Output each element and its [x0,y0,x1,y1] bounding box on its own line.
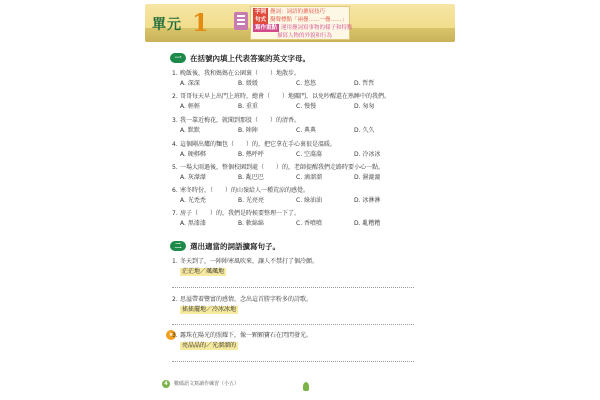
option: A. 深深 [180,80,200,87]
option: B. 亂巴巴 [238,174,264,181]
unit-label: 單元 [152,17,182,33]
option: D. 久久 [354,127,375,134]
question-number: 1. [172,70,178,77]
option: B. 熱呼呼 [238,151,264,158]
question-text: 一場大雨過後，整個校園到處（ ）的，老師提醒我們走路時要小心一點。 [180,164,385,171]
info-value: 描寫人物的外貌和行為 [277,33,333,39]
sentence-item [172,296,312,304]
option: B. 重重 [238,103,258,110]
option: C. 綠油油 [296,197,323,204]
info-key: 句式 [255,17,267,23]
question-number: 6. [172,187,178,194]
option: C. 典典 [296,127,317,134]
option: A. 光禿禿 [180,197,206,204]
option: D. 冰淋淋 [354,197,381,204]
sentence-text: 露珠在陽光的照耀下，像一顆顆寶石在閃閃發光。 [180,332,313,339]
question [172,141,336,149]
page-number: 4 [162,380,170,388]
question-number: 5. [172,164,178,171]
question-number: 7. [172,210,178,217]
unit-info-box [250,6,353,40]
sentence-item [172,332,312,340]
option: D. 哲哲 [354,80,375,87]
section-1-heading [170,52,310,64]
options-row [180,151,412,159]
option: B. 陣陣 [238,127,258,134]
question-number: 2. [172,93,178,100]
sentence-text: 思溢帶着豐富的感情，念出這首勝字粉多的詩歌。 [180,296,313,303]
challenge-star-icon: ★ [166,330,176,340]
leaf-icon [303,382,309,391]
options-row [180,174,412,182]
question-text: 房子（ ）的，我們是時候要整理一下了。 [180,210,301,217]
sentence-text: 冬天到了，一陣陣寒風吹來，讓人不禁打了個冷顫。 [180,258,319,265]
info-row [277,32,332,40]
option: D. 匆匆 [354,103,375,110]
item-number: 2. [172,296,178,303]
options-row [180,80,412,88]
section-badge: 二 [170,241,186,251]
question [172,210,300,218]
info-key: 字詞 [255,9,267,15]
question [172,117,300,125]
answer-line[interactable] [172,287,414,288]
word-choices: 茫茫地／颯颯地 [182,268,225,275]
info-value: 運用疊詞寫事物的樣子和特點 [281,25,353,31]
sentence-item [172,258,318,266]
options-row [180,103,412,111]
option: A. 硬梆梆 [180,151,206,158]
option: C. 悠悠 [296,80,317,87]
option: D. 濕漉漉 [354,174,381,181]
item-number: 3. [172,332,178,339]
option: B. 光亮亮 [238,197,264,204]
question-text: 這個剛出爐的麵包（ ）的，把它拿在手心裏很是溫暖。 [180,141,337,148]
option: A. 灰濛濛 [180,174,206,181]
question-number: 4. [172,141,178,148]
page-footer [162,380,239,388]
info-row [253,16,347,24]
option: B. 緩緩 [238,80,258,87]
word-choices: 搖搖擺地／冷冰冰地 [182,306,237,313]
word-choices: 亮晶晶的／光溜溜的 [182,342,237,349]
option: C. 空蕩蕩 [296,151,323,158]
option: D. 冷冰冰 [354,151,381,158]
book-icon [234,12,248,30]
question-text: 哥哥每天早上出門上班時，總會（ ）地關門，以免吵醒還在熟睡中的我們。 [180,93,391,100]
unit-number: 1 [192,8,209,37]
option: C. 滴溜溜 [296,174,323,181]
question [172,93,390,101]
info-value: 疊詞：詞語的擴展技巧 [270,9,326,15]
info-key: 寫作重點 [255,25,278,31]
section-title: 在括號內填上代表答案的英文字母。 [190,53,310,63]
section-title: 選出適當的詞語擴寫句子。 [190,241,280,251]
option: A. 輕輕 [180,103,200,110]
option: C. 慢慢 [296,103,317,110]
option: D. 亂糟糟 [354,220,381,227]
item-number: 1. [172,258,178,265]
question [172,70,300,78]
question-text: 我一靠近梅花，就聞到那股（ ）的清香。 [180,117,301,124]
section-2-heading [170,240,280,252]
question-number: 3. [172,117,178,124]
answer-line[interactable] [172,361,414,362]
options-row [180,127,412,135]
info-value: 擬聲標點「兩疊……一疊……」 [270,17,348,23]
question-text: 寒冬時份，（ ）的山嶺給人一種荒涼的感覺。 [180,187,310,194]
option: A. 默默 [180,127,200,134]
option: A. 黑漆漆 [180,220,206,227]
info-row [253,8,325,16]
options-row [180,220,412,228]
options-row [180,197,412,205]
section-badge: 一 [170,53,186,63]
question [172,164,384,172]
book-title: 數碼語文寫讀作練習（小五） [174,381,240,387]
info-row [253,24,353,32]
option: C. 香噴噴 [296,220,323,227]
option: B. 軟綿綿 [238,220,264,227]
answer-line[interactable] [172,324,414,325]
unit-heading [152,10,212,36]
question-text: 晚飯後，我和媽媽在公園裏（ ）地散步。 [180,70,301,77]
question [172,187,309,195]
